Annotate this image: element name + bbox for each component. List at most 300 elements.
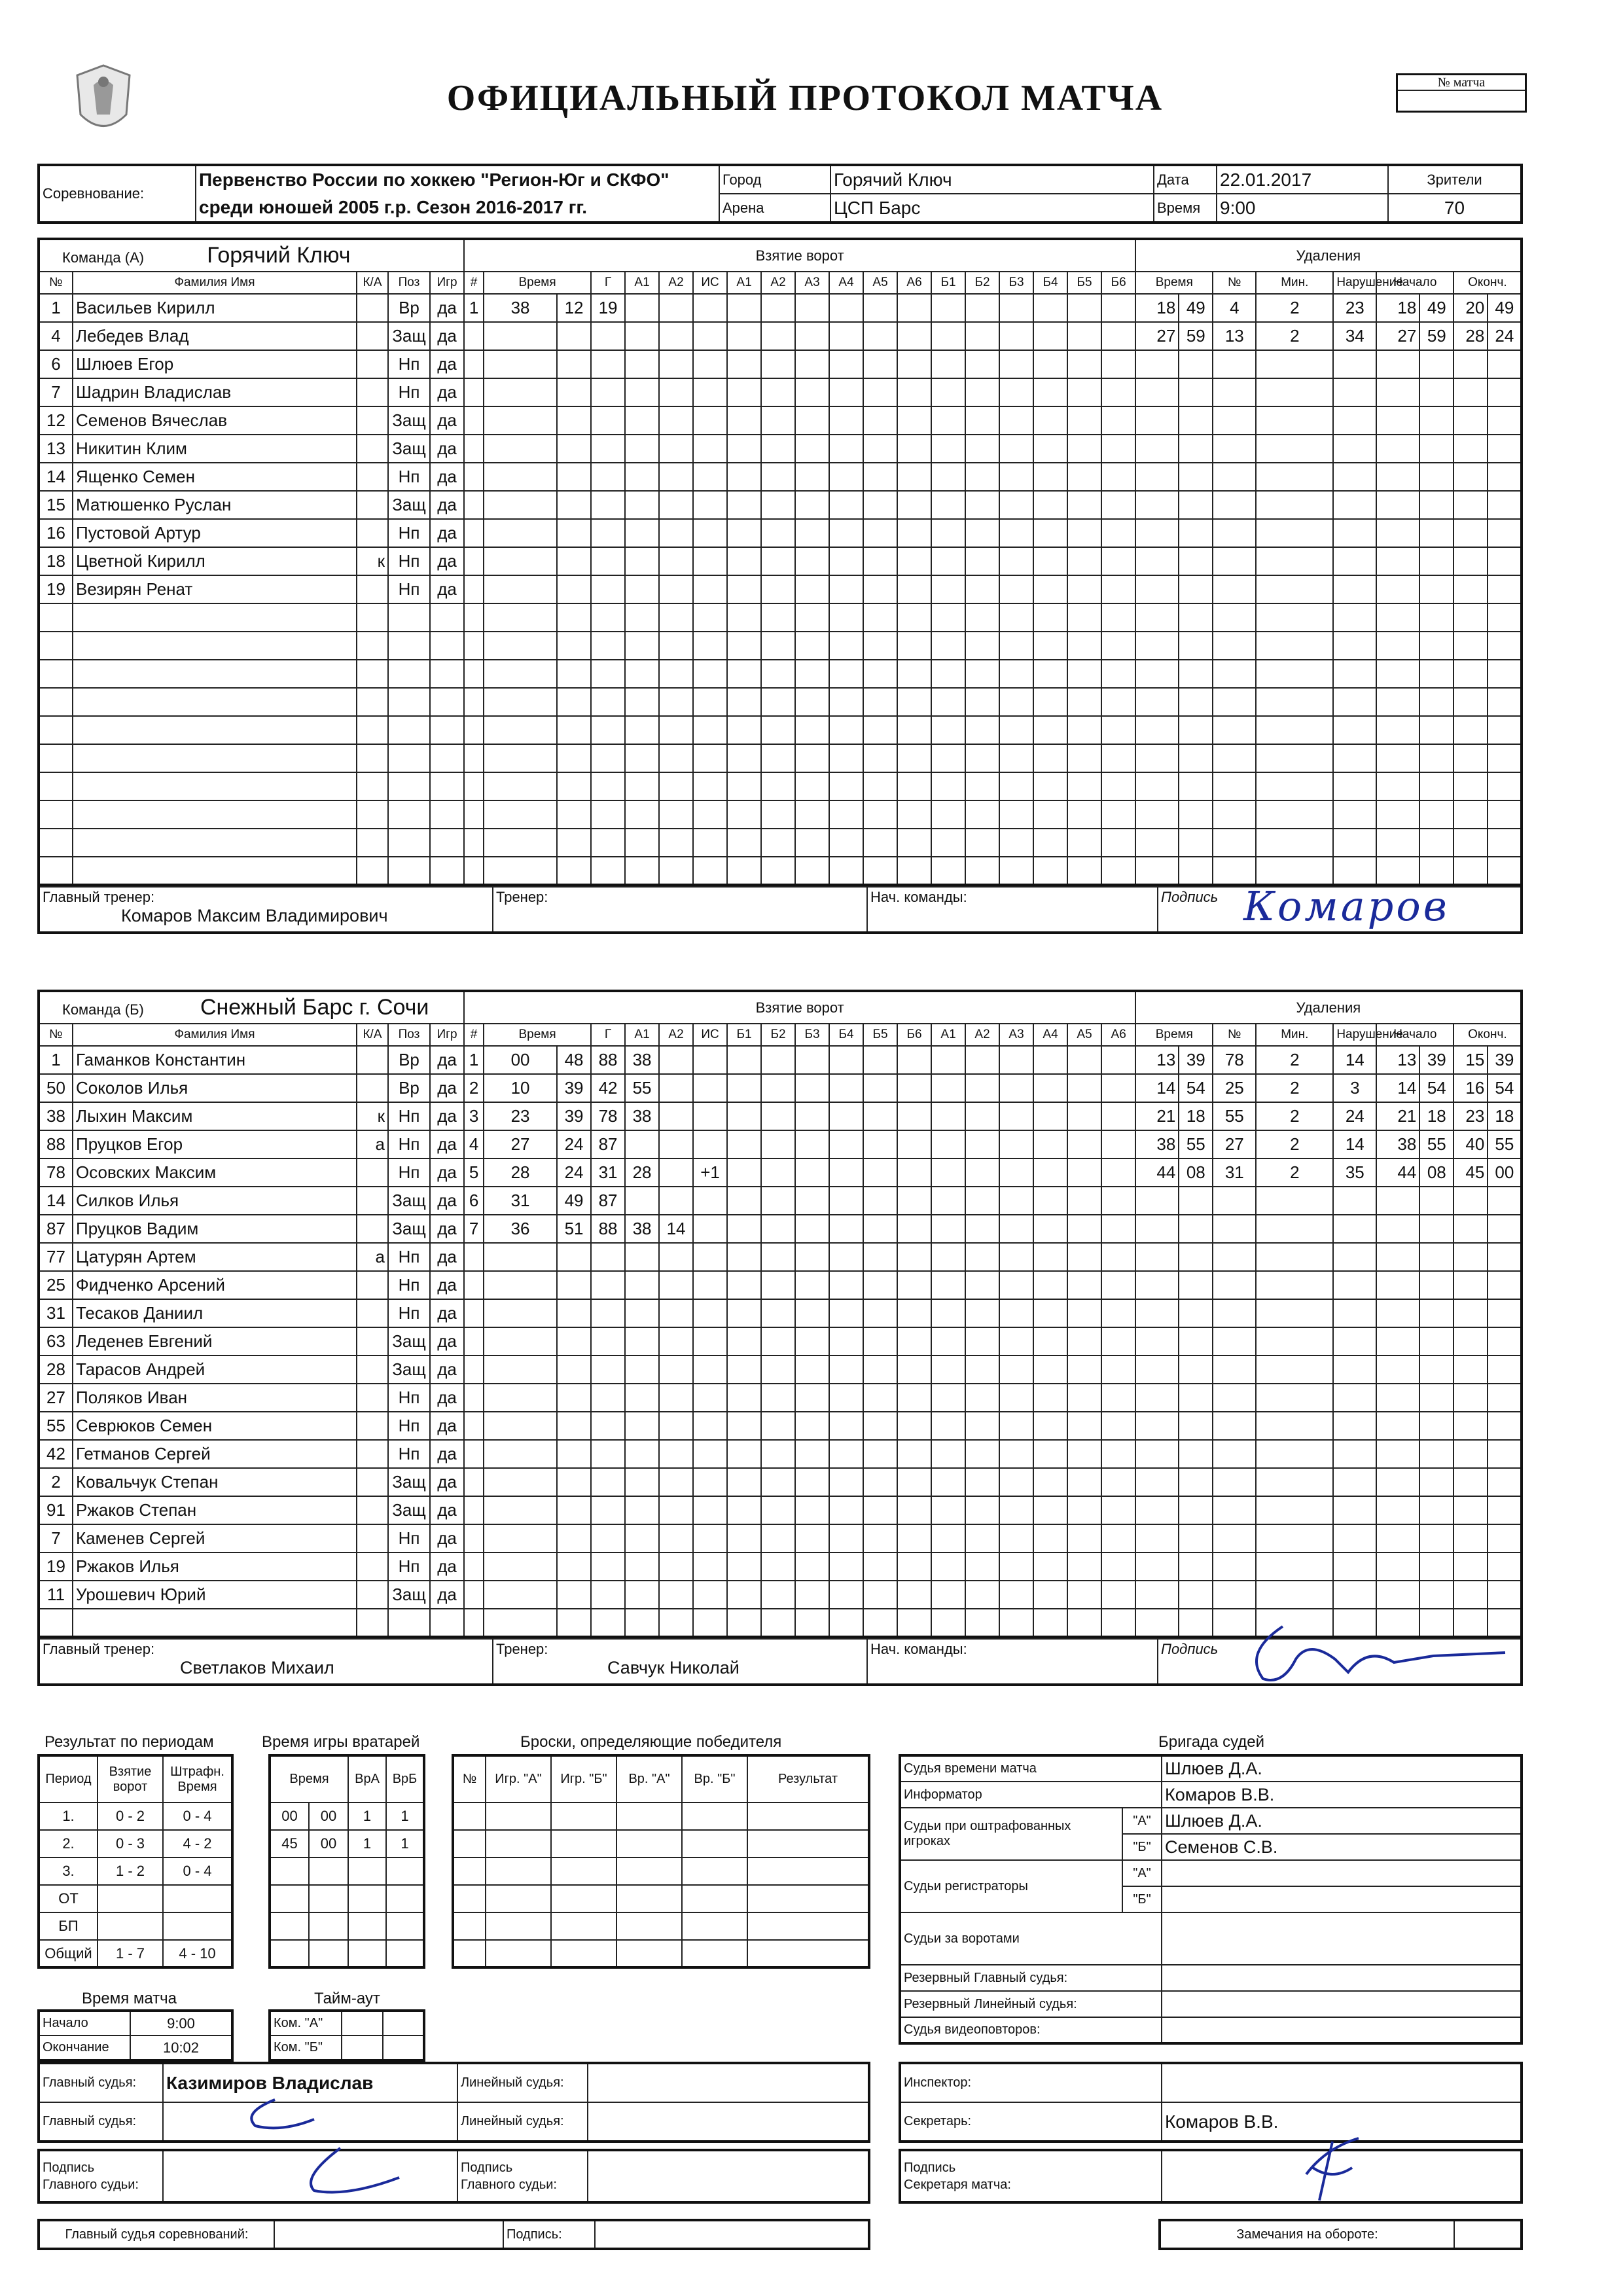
team-b-player-played: да (430, 1355, 464, 1384)
team-b-col-b1-12: Б1 (727, 1024, 761, 1046)
team-a-penalty-violation (1333, 688, 1376, 716)
team-b-goal-onice (761, 1074, 795, 1102)
informer: Комаров В.В. (1162, 1782, 1522, 1808)
goalie-b: 1 (386, 1803, 424, 1830)
team-a-goal-onice (1101, 491, 1135, 519)
team-b-goal-number (464, 1609, 484, 1637)
team-a-player-name: Лебедев Влад (73, 322, 357, 350)
table-row (39, 575, 1522, 603)
team-a-goal-minute (484, 688, 557, 716)
team-b-goal-onice (863, 1046, 897, 1074)
shootout-cell (616, 1940, 682, 1967)
team-b-goal-number (464, 1271, 484, 1299)
table-row (39, 1468, 1522, 1496)
shootout-cell (682, 1830, 747, 1857)
team-b-penalty-start-min: 21 (1376, 1102, 1419, 1130)
team-a-player-position (388, 660, 430, 688)
team-a-penalty-player (1213, 660, 1256, 688)
sign-label: Подпись: (503, 2220, 595, 2249)
team-b-table (37, 990, 1523, 1638)
team-b-penalty-end-min (1454, 1327, 1488, 1355)
team-a-penalty-second (1179, 491, 1213, 519)
results-goals (98, 1885, 163, 1912)
team-b-goal-assist2 (659, 1468, 693, 1496)
team-b-player-position (388, 1609, 430, 1637)
page-title: ОФИЦИАЛЬНЫЙ ПРОТОКОЛ МАТЧА (446, 78, 1164, 118)
results-col-goals: Взятие ворот (98, 1755, 163, 1803)
head-ref-2-signature (216, 2093, 347, 2145)
team-a-penalty-start-min (1376, 575, 1419, 603)
team-a-goal-assist1 (625, 547, 659, 575)
team-b-goal-onice (1067, 1187, 1101, 1215)
team-a-goal-assist2 (659, 378, 693, 406)
team-b-goal-onice (795, 1299, 829, 1327)
team-a-goal-onice (965, 603, 999, 632)
team-b-player-played: да (430, 1468, 464, 1496)
team-b-penalty-end-sec (1488, 1355, 1522, 1384)
team-a-penalty-start-sec (1419, 772, 1454, 800)
team-a-goal-onice (727, 547, 761, 575)
team-a-goal-second (557, 491, 591, 519)
team-a-player-number (39, 716, 73, 744)
team-b-penalty-start-sec (1419, 1271, 1454, 1299)
team-b-goal-assist2 (659, 1609, 693, 1637)
team-b-penalty-start-min (1376, 1299, 1419, 1327)
team-a-goal-second (557, 463, 591, 491)
team-b-goal-onice (761, 1355, 795, 1384)
team-a-goal-onice (965, 435, 999, 463)
team-a-goal-onice (829, 322, 863, 350)
team-b-goal-second (557, 1468, 591, 1496)
team-b-player-position: Вр (388, 1046, 430, 1074)
team-b-goal-onice (931, 1440, 965, 1468)
table-row (39, 1355, 1522, 1384)
team-b-penalty-violation: 14 (1333, 1130, 1376, 1158)
team-b-goal-assist2 (659, 1412, 693, 1440)
team-a-player-ka (357, 716, 388, 744)
arena-label: Арена (719, 194, 830, 223)
team-a-goal-onice (1033, 378, 1067, 406)
team-b-penalty-second (1179, 1355, 1213, 1384)
team-b-goal-onice (931, 1468, 965, 1496)
team-a-penalty-start-sec: 49 (1419, 294, 1454, 322)
team-b-penalty-violation (1333, 1496, 1376, 1524)
team-b-signature (1237, 1613, 1512, 1692)
team-a-goal-onice (1033, 829, 1067, 857)
team-a-penalty-violation (1333, 603, 1376, 632)
team-b-goal-onice (999, 1355, 1033, 1384)
team-b-goal-onice (761, 1581, 795, 1609)
team-b-penalty-player (1213, 1327, 1256, 1355)
team-b-goal-second (557, 1609, 591, 1637)
team-a-goal-onice (795, 603, 829, 632)
team-a-penalty-start-min (1376, 829, 1419, 857)
team-b-col-g-g-8: Г (591, 1024, 625, 1046)
team-a-goal-assist2 (659, 800, 693, 829)
team-b-penalty-player: 55 (1213, 1102, 1256, 1130)
reserve-line-label: Резервный Линейный судья: (900, 1991, 1162, 2017)
team-b-goal-onice (727, 1327, 761, 1355)
team-b-penalty-minutes (1256, 1581, 1333, 1609)
team-a-player-position (388, 829, 430, 857)
team-b-goal-onice (1067, 1496, 1101, 1524)
sign-head-label-1 (39, 2150, 163, 2202)
team-a-player-position: Защ (388, 435, 430, 463)
team-a-goal-onice (897, 603, 931, 632)
team-a-goal-onice (863, 829, 897, 857)
team-a-goal-onice (999, 632, 1033, 660)
team-b-goal-onice (1101, 1102, 1135, 1130)
team-a-player-name (73, 632, 357, 660)
team-b-goal-scorer (591, 1524, 625, 1552)
team-a-goal-is (693, 547, 727, 575)
team-a-player-ka (357, 688, 388, 716)
results-goals: 0 - 3 (98, 1830, 163, 1857)
team-a-goal-number: 1 (464, 294, 484, 322)
team-a-goal-scorer (591, 322, 625, 350)
team-b-goal-onice (965, 1327, 999, 1355)
team-b-penalty-minute: 44 (1135, 1158, 1179, 1187)
team-a-chief-label: Нач. команды: (870, 889, 967, 905)
table-row (39, 547, 1522, 575)
goalie-row (270, 1857, 424, 1885)
team-a-player-number (39, 829, 73, 857)
team-a-goal-onice (1101, 772, 1135, 800)
team-b-goal-onice (897, 1609, 931, 1637)
team-b-goal-onice (1101, 1046, 1135, 1074)
team-a-goal-onice (727, 716, 761, 744)
team-b-penalty-second: 08 (1179, 1158, 1213, 1187)
team-b-penalty-minute (1135, 1271, 1179, 1299)
team-b-player-played: да (430, 1440, 464, 1468)
team-a-goal-assist2 (659, 406, 693, 435)
team-b-col-b3-14: Б3 (795, 1024, 829, 1046)
team-b-goal-number (464, 1384, 484, 1412)
team-b-penalty-end-sec (1488, 1552, 1522, 1581)
team-a-goal-assist2 (659, 857, 693, 885)
team-a-goal-onice (1067, 688, 1101, 716)
team-a-goal-onice (999, 294, 1033, 322)
team-a-goal-onice (1067, 800, 1101, 829)
team-b-goal-onice (999, 1327, 1033, 1355)
team-b-penalty-second (1179, 1271, 1213, 1299)
team-a-goal-assist2 (659, 294, 693, 322)
team-b-goal-onice (863, 1243, 897, 1271)
team-a-goal-onice (999, 829, 1033, 857)
team-b-penalty-minute (1135, 1412, 1179, 1440)
team-b-penalty-start-sec (1419, 1468, 1454, 1496)
team-a-goal-onice (931, 632, 965, 660)
team-b-goal-minute (484, 1468, 557, 1496)
goalie-a (348, 1940, 386, 1967)
team-b-goal-onice (1101, 1327, 1135, 1355)
team-a-penalty-end-sec (1488, 406, 1522, 435)
shootout-cell (682, 1857, 747, 1885)
shootout-cell (682, 1912, 747, 1940)
goalie-second (309, 1857, 348, 1885)
team-b-penalty-end-min: 16 (1454, 1074, 1488, 1102)
team-b-col-a3-20: А3 (999, 1024, 1033, 1046)
team-b-player-position: Нп (388, 1299, 430, 1327)
team-b-goal-onice (761, 1552, 795, 1581)
team-a-penalty-end-min (1454, 772, 1488, 800)
team-a-goal-onice (727, 322, 761, 350)
team-a-goal-onice (931, 800, 965, 829)
team-a-penalty-minute (1135, 491, 1179, 519)
team-a-player-position: Вр (388, 294, 430, 322)
team-a-player-name (73, 772, 357, 800)
team-b-penalty-violation: 3 (1333, 1074, 1376, 1102)
team-b-penalty-minutes (1256, 1271, 1333, 1299)
team-b-goal-onice (897, 1384, 931, 1412)
team-b-penalty-start-min (1376, 1440, 1419, 1468)
team-a-penalty-start-min (1376, 772, 1419, 800)
team-b-goal-onice (863, 1215, 897, 1243)
team-a-goal-number (464, 603, 484, 632)
city-value: Горячий Ключ (830, 165, 1154, 194)
team-a-goal-onice (863, 378, 897, 406)
team-b-penalty-minutes (1256, 1299, 1333, 1327)
team-b-player-name: Соколов Илья (73, 1074, 357, 1102)
team-b-goal-onice (863, 1440, 897, 1468)
team-a-goal-onice (761, 603, 795, 632)
team-a-penalty-start-min: 27 (1376, 322, 1419, 350)
team-a-goal-onice (1101, 744, 1135, 772)
team-a-goal-onice (965, 800, 999, 829)
shootout-cell (486, 1830, 551, 1857)
team-a-penalty-start-min (1376, 406, 1419, 435)
team-a-penalty-start-min (1376, 547, 1419, 575)
chief-comp-table (37, 2219, 870, 2250)
team-b-goal-onice (727, 1215, 761, 1243)
team-a-penalty-start-min (1376, 632, 1419, 660)
team-b-penalty-violation (1333, 1271, 1376, 1299)
team-a-goal-number (464, 463, 484, 491)
shootout-cell (616, 1885, 682, 1912)
team-b-goal-is (693, 1271, 727, 1299)
team-a-penalty-second (1179, 716, 1213, 744)
team-b-player-number: 78 (39, 1158, 73, 1187)
team-b-goal-assist1 (625, 1130, 659, 1158)
team-b-goal-onice (965, 1524, 999, 1552)
team-b-penalty-minute (1135, 1215, 1179, 1243)
team-a-penalty-end-sec (1488, 772, 1522, 800)
shootout-cell (747, 1912, 869, 1940)
team-a-goal-onice (795, 350, 829, 378)
team-a-goal-assist2 (659, 829, 693, 857)
team-b-player-played: да (430, 1158, 464, 1187)
team-a-goal-onice (1067, 491, 1101, 519)
team-b-col-num-0: № (39, 1024, 73, 1046)
team-b-penalty-violation (1333, 1468, 1376, 1496)
goalie-minute (270, 1885, 309, 1912)
team-a-goal-onice (999, 688, 1033, 716)
team-a-penalty-end-sec: 24 (1488, 322, 1522, 350)
team-b-goal-onice (1067, 1074, 1101, 1102)
team-b-goal-assist1 (625, 1552, 659, 1581)
team-a-player-ka (357, 378, 388, 406)
team-b-goal-assist2 (659, 1440, 693, 1468)
reserve-head-label: Резервный Главный судья: (900, 1965, 1162, 1991)
team-b-penalty-minutes (1256, 1468, 1333, 1496)
team-b-goal-onice (863, 1074, 897, 1102)
timekeeper: Шлюев Д.А. (1162, 1755, 1522, 1782)
team-a-goal-onice (829, 772, 863, 800)
team-a-col-b1-18: Б1 (931, 272, 965, 294)
team-a-penalty-player (1213, 603, 1256, 632)
team-b-penalty-violation: 35 (1333, 1158, 1376, 1187)
team-a-player-name: Шлюев Егор (73, 350, 357, 378)
team-b-goal-onice (931, 1524, 965, 1552)
team-a-goal-number (464, 857, 484, 885)
team-a-penalty-minute (1135, 463, 1179, 491)
team-b-penalty-violation (1333, 1581, 1376, 1609)
team-b-goal-onice (999, 1524, 1033, 1552)
team-a-goal-onice (829, 632, 863, 660)
team-b-penalty-end-sec (1488, 1524, 1522, 1552)
team-a-goal-onice (727, 660, 761, 688)
team-b-goal-onice (965, 1496, 999, 1524)
goalie-a: 1 (348, 1803, 386, 1830)
team-b-player-name (73, 1609, 357, 1637)
team-a-penalty-minutes (1256, 857, 1333, 885)
team-b-player-number: 50 (39, 1074, 73, 1102)
team-b-penalty-end-sec: 00 (1488, 1158, 1522, 1187)
shootout-col-2: Игр. "Б" (551, 1755, 616, 1803)
team-b-goal-onice (999, 1384, 1033, 1412)
team-b-goal-onice (829, 1215, 863, 1243)
team-a-goal-onice (829, 547, 863, 575)
team-b-goal-assist2 (659, 1102, 693, 1130)
team-a-player-name: Ященко Семен (73, 463, 357, 491)
goalie-a (348, 1857, 386, 1885)
team-b-player-name: Урошевич Юрий (73, 1581, 357, 1609)
team-b-penalty-start-min (1376, 1187, 1419, 1215)
team-b-player-name: Леденев Евгений (73, 1327, 357, 1355)
team-a-player-position: Нп (388, 575, 430, 603)
team-a-penalty-minutes (1256, 688, 1333, 716)
team-a-goal-scorer (591, 519, 625, 547)
team-b-penalty-minute: 38 (1135, 1130, 1179, 1158)
head-ref-label-2: Главный судья: (39, 2102, 163, 2142)
shootout-row (453, 1885, 869, 1912)
team-a-player-played: да (430, 435, 464, 463)
team-b-goal-onice (795, 1609, 829, 1637)
penalty-judge-a: Шлюев Д.А. (1162, 1808, 1522, 1834)
team-b-penalty-start-sec: 39 (1419, 1046, 1454, 1074)
team-b-penalty-minutes (1256, 1384, 1333, 1412)
team-b-penalty-start-min (1376, 1384, 1419, 1412)
team-b-penalty-minute (1135, 1187, 1179, 1215)
table-row (39, 632, 1522, 660)
team-a-goal-is (693, 406, 727, 435)
team-a-section (37, 238, 1520, 934)
team-b-goal-onice (1033, 1468, 1067, 1496)
table-row (39, 1215, 1522, 1243)
team-b-goal-onice (1101, 1355, 1135, 1384)
team-a-goal-onice (829, 688, 863, 716)
team-b-goal-is (693, 1609, 727, 1637)
team-b-penalty-start-sec (1419, 1412, 1454, 1440)
team-a-goal-onice (727, 350, 761, 378)
team-b-goal-scorer (591, 1384, 625, 1412)
team-b-goal-onice (897, 1187, 931, 1215)
team-a-goal-onice (863, 772, 897, 800)
team-a-player-name (73, 744, 357, 772)
team-a-penalty-second (1179, 406, 1213, 435)
team-a-goal-onice (795, 857, 829, 885)
competition-line1: Первенство России по хоккею "Регион-Юг и СКФО" (196, 165, 719, 194)
goalie-b (386, 1857, 424, 1885)
team-b-goal-second (557, 1384, 591, 1412)
team-b-penalty-end-min (1454, 1355, 1488, 1384)
team-a-goal-onice (1101, 632, 1135, 660)
team-b-goal-onice (1101, 1412, 1135, 1440)
goalie-b (386, 1912, 424, 1940)
team-b-goal-onice (999, 1552, 1033, 1581)
team-a-goal-onice (863, 688, 897, 716)
team-b-goal-onice (931, 1581, 965, 1609)
team-a-goal-onice (829, 435, 863, 463)
team-b-player-position: Нп (388, 1158, 430, 1187)
team-b-goal-minute (484, 1609, 557, 1637)
team-b-goal-onice (863, 1496, 897, 1524)
table-row (39, 1046, 1522, 1074)
team-b-goal-is (693, 1524, 727, 1552)
team-b-penalty-start-sec (1419, 1215, 1454, 1243)
team-a-penalty-minute (1135, 744, 1179, 772)
team-a-goal-onice (999, 857, 1033, 885)
team-b-goal-onice (897, 1355, 931, 1384)
team-b-goal-onice (897, 1046, 931, 1074)
team-b-col-a2-10: А2 (659, 1024, 693, 1046)
team-a-penalty-minutes (1256, 632, 1333, 660)
team-a-penalty-start-sec (1419, 463, 1454, 491)
team-a-goal-is (693, 463, 727, 491)
team-b-goal-onice (1033, 1355, 1067, 1384)
sign-head-cell-1 (163, 2150, 457, 2202)
team-a-goal-onice (965, 772, 999, 800)
team-b-goal-onice (863, 1355, 897, 1384)
team-a-goal-onice (1033, 857, 1067, 885)
team-a-player-name: Цветной Кирилл (73, 547, 357, 575)
team-a-goal-onice (1067, 463, 1101, 491)
team-a-goal-number (464, 435, 484, 463)
team-a-goal-onice (1101, 435, 1135, 463)
team-a-goal-onice (829, 857, 863, 885)
team-a-table (37, 238, 1523, 886)
team-a-goal-onice (931, 406, 965, 435)
competition-line2: среди юношей 2005 г.р. Сезон 2016-2017 гг. (196, 194, 719, 223)
registrar-a-tag: "А" (1122, 1860, 1162, 1886)
team-a-col-a6-17: А6 (897, 272, 931, 294)
results-period: 1. (39, 1803, 98, 1830)
team-b-penalty-second (1179, 1187, 1213, 1215)
team-b-player-number: 55 (39, 1412, 73, 1440)
team-b-player-ka (357, 1552, 388, 1581)
team-a-penalty-violation (1333, 491, 1376, 519)
team-a-goal-onice (999, 519, 1033, 547)
team-a-goal-is (693, 688, 727, 716)
team-a-goal-onice (1101, 378, 1135, 406)
team-a-penalty-violation (1333, 547, 1376, 575)
team-a-penalty-minute (1135, 575, 1179, 603)
team-b-penalty-second (1179, 1468, 1213, 1496)
team-a-goal-onice (897, 744, 931, 772)
team-a-goal-minute (484, 603, 557, 632)
team-a-goal-onice (795, 547, 829, 575)
team-a-penalty-end-min (1454, 829, 1488, 857)
